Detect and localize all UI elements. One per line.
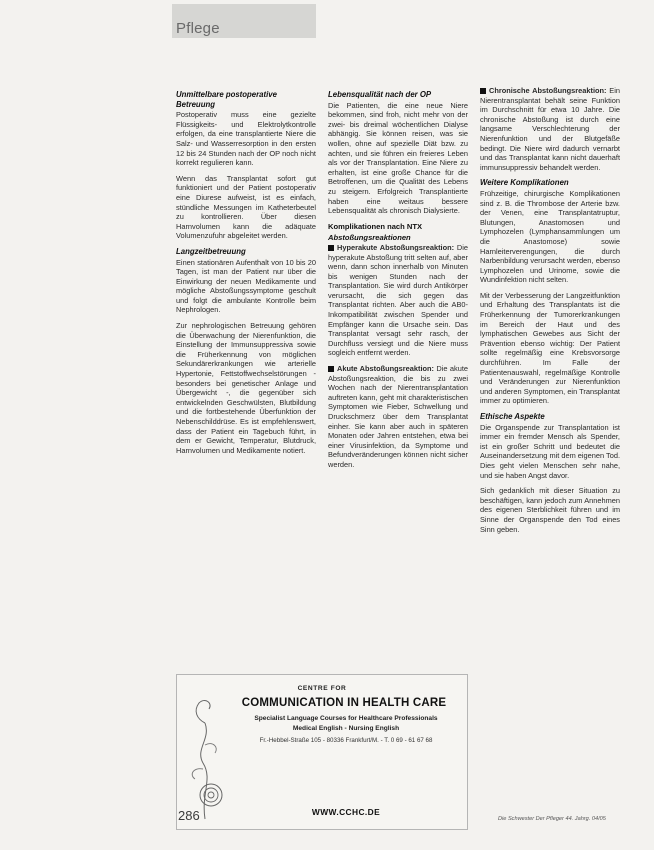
heading-ethical-aspects: Ethische Aspekte — [480, 412, 545, 421]
paragraph: Die Patienten, die eine neue Niere bekommen, sind froh, nicht mehr von der zwei- bis dreimal wöchentlichen Dialyse abhängig. Sie können reisen, was sie wollen, ohne auf spezielle Diät bzw. zu achten, und sie führen ein freieres Leben als vor der Transplantation. Eine Niere zu erhalten, ist eine große Chance für die Betroffenen, um die Qualität des Lebens zu steigern. Erfolgreich Transplantierte haben eine weitaus bessere Lebensqualität als chronisch Dialysierte. — [328, 100, 468, 216]
bullet-lead: Chronische Abstoßungsreaktion: — [489, 86, 607, 95]
heading-postoperative-care: Unmittelbare postoperative Betreuung — [176, 90, 277, 109]
bullet-lead: Hyperakute Abstoßungsreaktion: — [337, 242, 455, 252]
bullet-lead: Akute Abstoßungsreaktion: — [337, 364, 434, 374]
paragraph: Zur nephrologischen Betreuung gehören die Überwachung der Nierenfunktion, die Einstellung der Immunsuppressiva sowie die Früherkennung von möglichen Sekundärerkrankungen wie arterielle Hypertonie, Fettstoffwechselstörungen - besonders bei genetischer Anlage und Übergewicht -, die gegenüber sich entwickelnden Geschwülsten, Blutbildung und die fortbestehende Überfunktion der Nebenschilddrüse. Es ist empfehlenswert, dass der Patient ein Tagebuch führt, in dem er Gewicht, Temperatur, Blutdruck, Harnvolumen und Medikamente notiert. — [176, 321, 316, 455]
paragraph: Frühzeitige, chirurgische Komplikationen sind z. B. die Thrombose der Arterie bzw. der Venen, eine Transplantatruptur, Blutungen, Anastomosen und Lymphozelen (Lymphansammlungen um die Anastomose) sowie Harnleiterverengungen, die durch Narbenbildung verursacht werden, ebenso Lymphozelen und Urinome, sowie die Wundinfektion nicht selten. — [480, 188, 620, 285]
square-bullet-icon — [328, 366, 334, 372]
bullet-paragraph-hyperacute — [328, 243, 468, 358]
ad-address: Fr.-Hebbel-Straße 105 - 80336 Frankfurt/M. - T. 0 69 - 61 67 68 — [259, 737, 433, 744]
paragraph: Mit der Verbesserung der Langzeitfunktion und Erhaltung des Transplantats ist die Früherkennung der Tumorerkrankungen im Bereich der Haut und des lymphatischen Gewebes aus Sicht der Prävention ebenso wichtig: Der Patient sollte regelmäßig eine Krebsvorsorge durchführen. Im Falle der Patientenauswahl, regelmäßige Kontrolle und Veränderungen zur Nierenfunktion und anderen Symptomen, ein Transplantat immer zu optimieren. — [480, 290, 620, 406]
square-bullet-icon — [480, 88, 486, 94]
ad-title: COMMUNICATION IN HEALTH CARE — [241, 697, 447, 709]
square-bullet-icon — [328, 245, 334, 251]
spiral-plant-logo-icon — [183, 683, 227, 823]
bullet-text: Die akute Abstoßungsreaktion, die bis zu zwei Wochen nach der Nierentransplantation auftreten kann, geht mit charakteristischen Symptomen wie Fieber, Schwellung und Druckschmerz über dem Transplantat einher. Sie kann aber auch in späteren Monaten oder Jahren entstehen, etwa bei einer Virusinfektion, da Symptome und Befundveränderungen können nicht sicher werden. — [328, 364, 468, 469]
journal-reference: Die Schwester Der Pfleger 44. Jahrg. 04/05 — [498, 816, 606, 822]
advertisement-box — [176, 674, 468, 830]
bullet-paragraph-acute — [328, 364, 468, 470]
ad-courses: Medical English - Nursing English — [292, 725, 400, 732]
paragraph: Wenn das Transplantat sofort gut funktioniert und der Patient postoperativ eine Diurese aufweist, ist es einfach, stündliche Messungen im Katheterbeutel zu kontrollieren. Über diesen Harnvolumen kann die adäquate Volumenzufuhr abgeleitet werden. — [176, 173, 316, 241]
text-column-3 — [480, 86, 620, 540]
ad-website-link[interactable]: WWW.CCHC.DE — [311, 807, 381, 817]
paragraph: Die Organspende zur Transplantation ist immer ein fremder Mensch als Spender, ist ein großer Schritt und bedeutet die Auseinandersetzung mit dem eigenen Tod. Dies geht vielen Menschen sehr nahe, und sie haben Angst davor. — [480, 422, 620, 480]
heading-long-term-care: Langzeitbetreuung — [176, 246, 246, 256]
heading-quality-of-life: Lebensqualität nach der OP — [328, 90, 432, 99]
text-column-1 — [176, 86, 316, 461]
paragraph: Sich gedanklich mit dieser Situation zu beschäftigen, kann jedoch zum Annehmen des eigenen Sterblichkeit führen und im Sinne der Organspende den Tod eines Sinn geben. — [480, 486, 620, 534]
ad-tagline: Specialist Language Courses for Healthcare Professionals — [254, 715, 438, 722]
heading-further-complications: Weitere Komplikationen — [480, 178, 569, 188]
heading-complications: Komplikationen nach NTX — [328, 221, 423, 231]
bullet-text: Die hyperakute Abstoßung tritt selten auf, aber wenn, dann schon innerhalb von Minuten bis wenigen Stunden nach der Transplantation. Sie wird durch Antikörper verursacht, die sich gegen das Transplantat richten. Aber auch die AB0-Inkompatibilität zwischen Spender und Empfänger kann die Ursache sein. Das Transplantat versagt sehr rasch, der Durchfluss versiegt und die Niere muss sogleich entfernt werden. — [328, 242, 468, 358]
page-number: 286 — [178, 808, 200, 823]
ad-kicker: CENTRE FOR — [297, 685, 347, 692]
paragraph: Einen stationären Aufenthalt von 10 bis 20 Tagen, ist man der Patient nur über die Einwirkung der neuen Medikamente und mögliche Abstoßungssymptome geschult und folgt die ambulante Kontrolle beim Nephrologen. — [176, 257, 316, 315]
text-column-2 — [328, 86, 468, 476]
section-title: Pflege — [176, 20, 220, 37]
subheading-rejection: Abstoßungsreaktionen — [328, 233, 411, 243]
bullet-text: Ein Nierentransplantat behält seine Funktion im Durchschnitt für etwa 10 Jahre. Die chronische Abstoßung ist durch eine langsame Verschlechterung der Nierenfunktion und der Blutgefäße bedingt. Die Niere wird dadurch vernarbt und das Transplantat kann nicht dauerhaft immunsuppressiv behandelt werden. — [480, 86, 620, 172]
paragraph: Postoperativ muss eine gezielte Flüssigkeits- und Elektrolytkontrolle erfolgen, da eine transplantierte Niere die Salz- und Wasserresorption in den ersten 12 bis 24 Stunden nach der OP noch nicht korrekt regulieren kann. — [176, 110, 316, 168]
bullet-paragraph-chronic — [480, 86, 620, 172]
